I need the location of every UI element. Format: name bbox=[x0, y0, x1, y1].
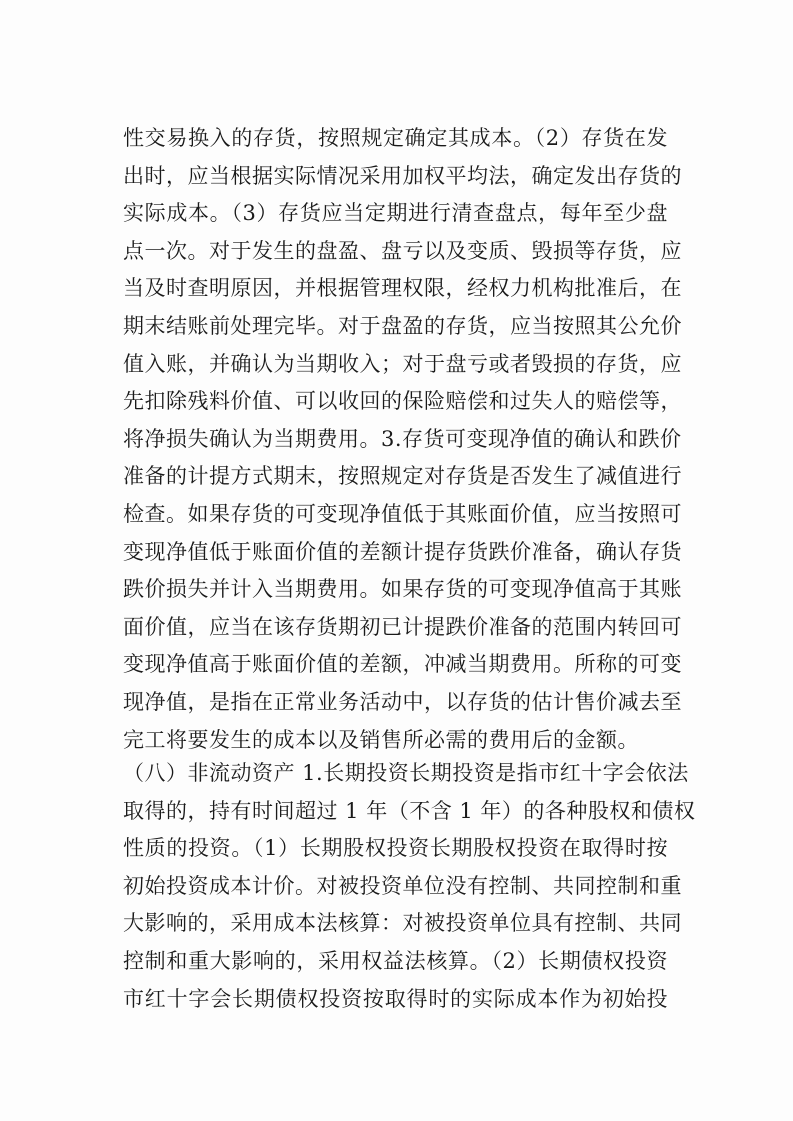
text-line: 将净损失确认为当期费用。3.存货可变现净值的确认和跌价 bbox=[123, 426, 682, 451]
text-line: 出时，应当根据实际情况采用加权平均法，确定发出存货的 bbox=[123, 163, 682, 188]
text-line: 实际成本。（3）存货应当定期进行清查盘点，每年至少盘 bbox=[123, 201, 668, 226]
text-line: 完工将要发生的成本以及销售所必需的费用后的金额。 bbox=[123, 727, 639, 752]
text-line: 检查。如果存货的可变现净值低于其账面价值，应当按照可 bbox=[123, 502, 682, 526]
text-line: 值入账，并确认为当期收入；对于盘亏或者毁损的存货，应 bbox=[123, 351, 682, 376]
text-line: （八）非流动资产 1.长期投资长期投资是指市红十字会依法 bbox=[123, 761, 689, 785]
text-line: 当及时查明原因，并根据管理权限，经权力机构批准后，在 bbox=[123, 276, 682, 301]
text-line: 控制和重大影响的，采用权益法核算。（2）长期债权投资 bbox=[123, 949, 668, 973]
text-line: 性质的投资。（1）长期股权投资长期股权投资在取得时按 bbox=[123, 836, 668, 861]
text-line: 期末结账前处理完毕。对于盘盈的存货，应当按照其公允价 bbox=[123, 314, 682, 338]
text-line: 变现净值低于账面价值的差额计提存货跌价准备，确认存货 bbox=[123, 539, 682, 564]
text-line: 市红十字会长期债权投资按取得时的实际成本作为初始投 bbox=[123, 986, 668, 1011]
text-line: 面价值，应当在该存货期初已计提跌价准备的范围内转回可 bbox=[123, 614, 682, 639]
text-line: 取得的，持有时间超过 1 年（不含 1 年）的各种股权和债权 bbox=[123, 798, 696, 823]
text-line: 初始投资成本计价。对被投资单位没有控制、共同控制和重 bbox=[123, 873, 682, 898]
text-line: 跌价损失并计入当期费用。如果存货的可变现净值高于其账 bbox=[123, 577, 682, 602]
text-line: 变现净值高于账面价值的差额，冲减当期费用。所称的可变 bbox=[123, 652, 682, 677]
text-line: 现净值，是指在正常业务活动中，以存货的估计售价减去至 bbox=[123, 690, 682, 714]
text-line: 点一次。对于发生的盘盈、盘亏以及变质、毁损等存货，应 bbox=[123, 238, 682, 263]
text-line: 性交易换入的存货，按照规定确定其成本。（2）存货在发 bbox=[123, 126, 668, 150]
text-line: 先扣除残料价值、可以收回的保险赔偿和过失人的赔偿等， bbox=[123, 389, 682, 414]
text-line: 准备的计提方式期末，按照规定对存货是否发生了减值进行 bbox=[123, 464, 682, 489]
text-line: 大影响的，采用成本法核算：对被投资单位具有控制、共同 bbox=[123, 911, 682, 936]
